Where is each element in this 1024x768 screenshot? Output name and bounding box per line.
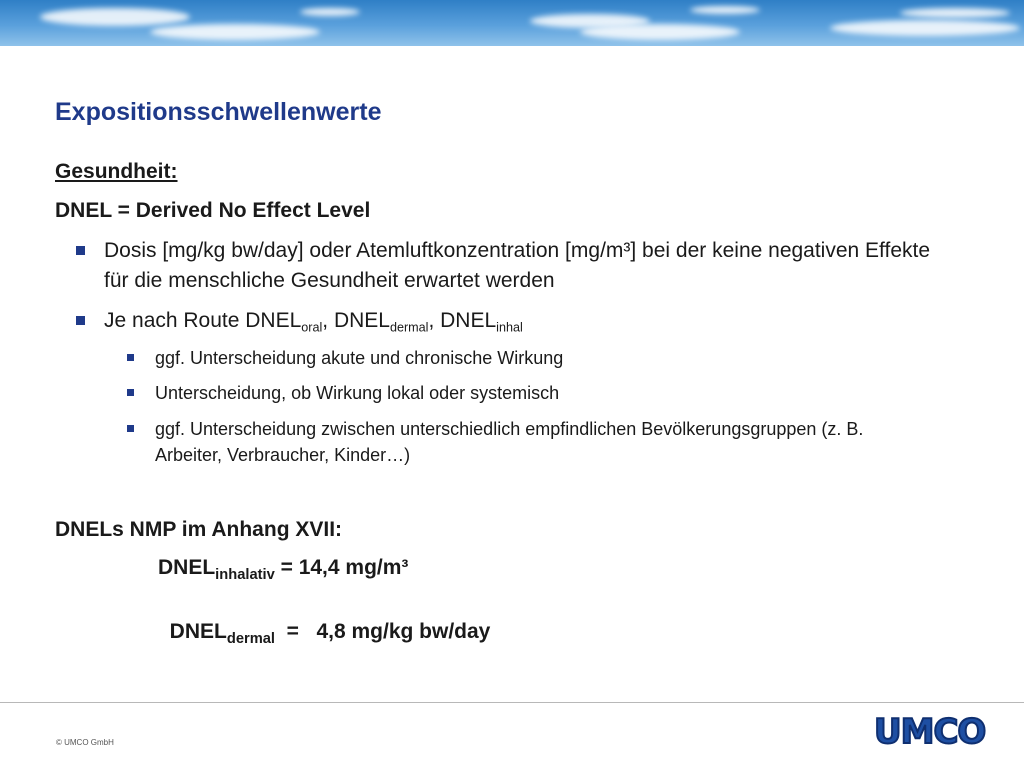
route-sep-1: , DNEL	[322, 309, 390, 332]
section-heading-health: Gesundheit:	[55, 160, 178, 183]
cloud-shape	[40, 8, 190, 26]
dnel-base: DNEL	[169, 620, 227, 643]
sub-bullet-text: ggf. Unterscheidung akute und chronische Wirkung	[155, 348, 564, 368]
dnel-inhalativ-rest: = 14,4 mg/m³	[274, 556, 409, 579]
cloud-shape	[580, 24, 740, 40]
bullet-marker	[127, 389, 134, 396]
cloud-shape	[300, 8, 360, 16]
footer-divider	[0, 702, 1024, 703]
route-sep-2: , DNEL	[428, 309, 497, 332]
sub-bullet-text: Unterscheidung, ob Wirkung lokal oder systemisch	[155, 383, 560, 403]
dnel-sub-inhalativ: inhalativ	[215, 567, 275, 584]
umco-logo: UMCO	[874, 712, 986, 752]
dnel-dermal-value	[158, 596, 491, 648]
cloud-shape	[900, 8, 1010, 18]
slide-title: Expositionsschwellenwerte	[55, 98, 382, 126]
dnel-sub-dermal: dermal	[226, 631, 276, 648]
bullet-marker	[76, 246, 85, 255]
sub-bullet-text: ggf. Unterscheidung zwischen unterschiedlich empfindlichen Bevölkerungsgruppen (z. B. Arbeiter, Verbraucher, Kinder…)	[155, 419, 864, 465]
dnel-base: DNEL	[158, 556, 216, 579]
copyright-text: © UMCO GmbH	[56, 738, 114, 747]
sub-bullet-population-groups	[155, 416, 915, 468]
bullet-marker	[127, 354, 134, 361]
section-heading-nmp: DNELs NMP im Anhang XVII:	[55, 518, 343, 541]
route-sub-dermal: dermal	[389, 320, 429, 335]
sub-bullet-local-systemic	[155, 380, 915, 406]
route-sub-inhal: inhal	[496, 320, 523, 335]
dnel-definition: DNEL = Derived No Effect Level	[55, 199, 371, 222]
sub-bullet-acute-chronic	[155, 345, 915, 371]
bullet-route	[104, 306, 934, 336]
bullet-marker	[76, 316, 85, 325]
cloud-shape	[690, 6, 760, 14]
cloud-shape	[830, 20, 1020, 36]
sky-header-banner	[0, 0, 1024, 46]
route-prefix: Je nach Route DNEL	[104, 309, 302, 332]
bullet-dose-definition	[104, 236, 934, 296]
dnel-dermal-rest: = 4,8 mg/kg bw/day	[275, 620, 491, 643]
bullet-marker	[127, 425, 134, 432]
dnel-inhalativ-value	[158, 556, 409, 584]
cloud-shape	[150, 24, 320, 40]
route-sub-oral: oral	[301, 320, 323, 335]
bullet-text: Dosis [mg/kg bw/day] oder Atemluftkonzentration [mg/m³] bei der keine negativen Effekte für die menschliche Gesundheit erwartet werden	[104, 239, 931, 292]
